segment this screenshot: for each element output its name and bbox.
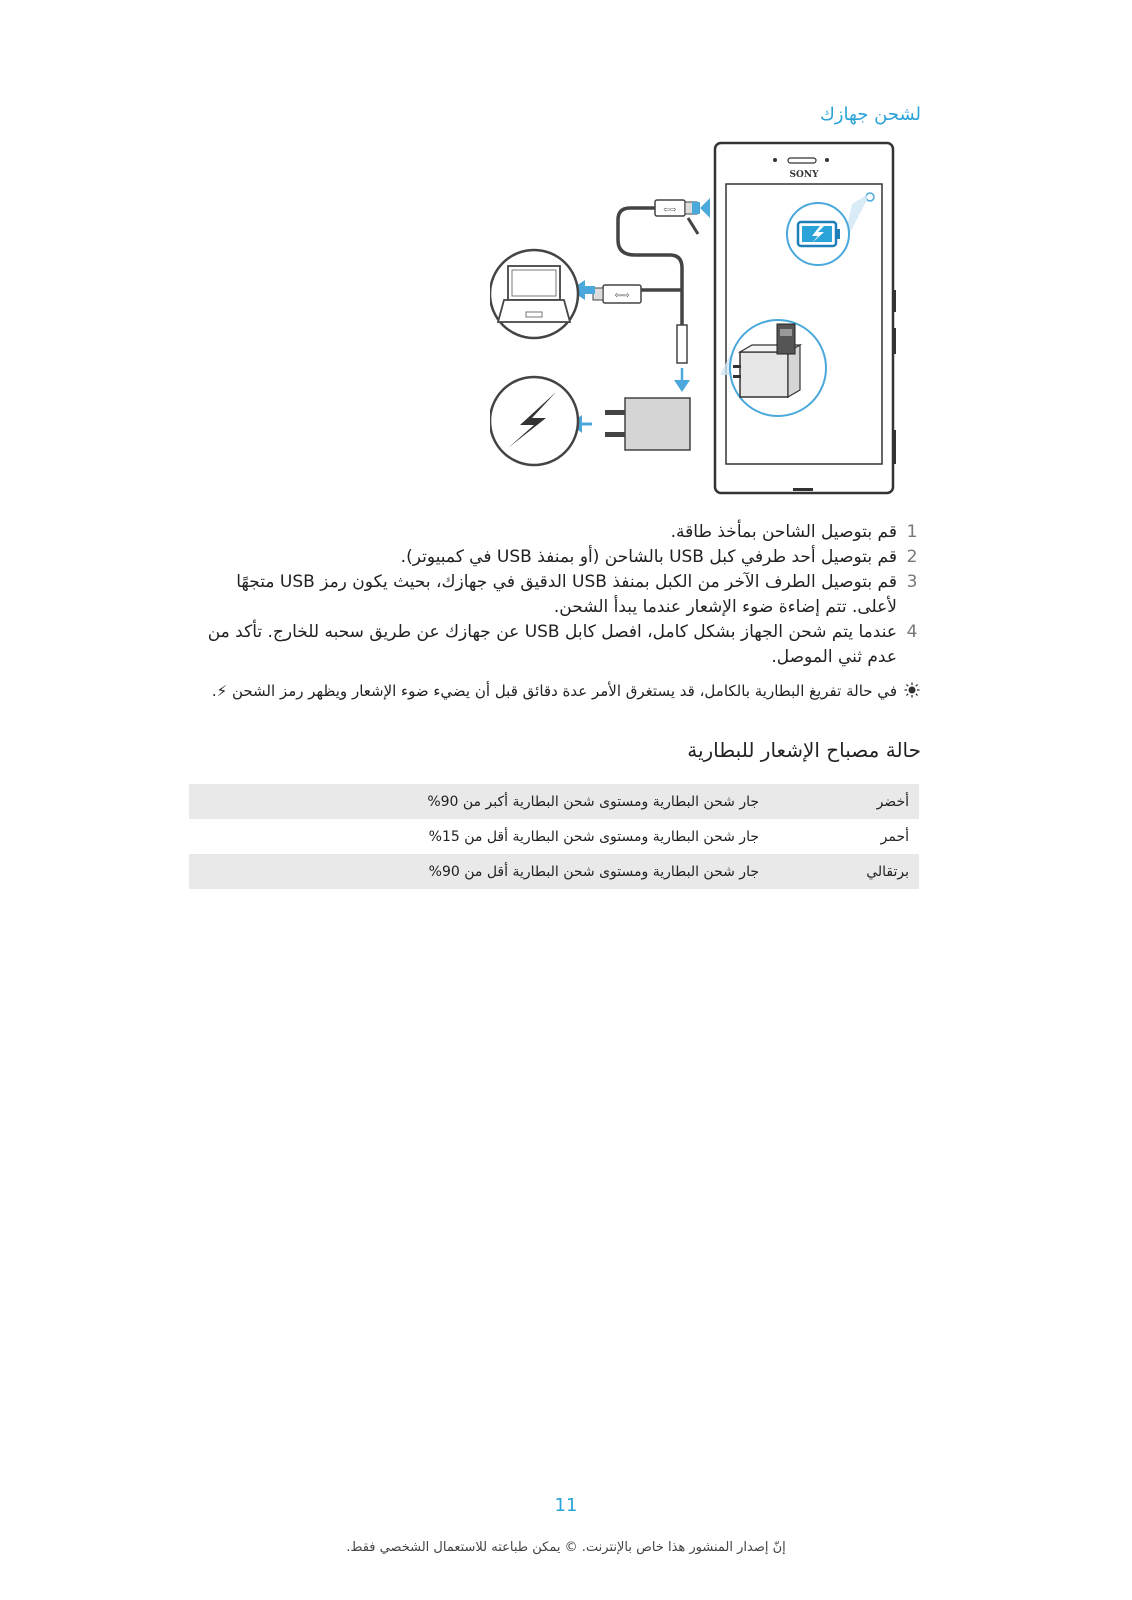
- battery-led-status-table: [189, 784, 919, 889]
- step-number: 2: [906, 547, 918, 567]
- lightbulb-icon: [897, 680, 927, 702]
- svg-text:⇦⇨: ⇦⇨: [614, 291, 630, 301]
- tip-note: [187, 680, 927, 702]
- step-item: [207, 570, 927, 620]
- page-number: 11: [554, 1495, 578, 1516]
- status-label: أخضر: [799, 784, 919, 819]
- wall-charger: [625, 398, 690, 450]
- step-number: 1: [906, 522, 918, 542]
- table-row: [189, 819, 919, 854]
- table-row: [189, 854, 919, 889]
- status-label: برتقالي: [799, 854, 919, 889]
- step-number: 4: [906, 622, 918, 642]
- tip-text: [212, 680, 897, 702]
- step-text: قم بتوصيل الشاحن بمأخذ طاقة.: [670, 522, 897, 542]
- charging-illustration: [490, 140, 910, 500]
- steps-list: [207, 520, 927, 670]
- step-text: قم بتوصيل الطرف الآخر من الكبل بمنفذ USB الدقيق في جهازك، بحيث يكون رمز USB متجهًا لأعلى. تتم إضاءة ضوء الإشعار عندما يبدأ الشحن.: [236, 572, 897, 617]
- status-label: أحمر: [880, 828, 909, 845]
- tip-period: .: [211, 682, 217, 700]
- status-description: جار شحن البطارية ومستوى شحن البطارية أكبر من 90%: [189, 784, 799, 819]
- table-row: [189, 784, 919, 819]
- footer-note: إنّ إصدار المنشور هذا خاص بالإنترنت. © يمكن طباعته للاستعمال الشخصي فقط.: [346, 1540, 786, 1555]
- section-title: لشحن جهازك: [819, 104, 921, 125]
- step-item: [207, 620, 927, 670]
- charging-bolt-icon: ⚡: [216, 682, 228, 700]
- step-item: [207, 545, 927, 570]
- svg-text:⇦⇨: ⇦⇨: [663, 205, 677, 214]
- status-description: جار شحن البطارية ومستوى شحن البطارية أقل من 15%: [428, 828, 759, 845]
- table-title: حالة مصباح الإشعار للبطارية: [687, 738, 921, 762]
- tip-body: في حالة تفريغ البطارية بالكامل، قد يستغرق الأمر عدة دقائق قبل أن يضيء ضوء الإشعار ويظهر رمز الشحن: [231, 682, 897, 700]
- phone-brand: SONY: [789, 170, 819, 180]
- step-item: [207, 520, 927, 545]
- step-text: عندما يتم شحن الجهاز بشكل كامل، افصل كابل USB عن جهازك عن طريق سحبه للخارج. تأكد من عدم ثني الموصل.: [207, 622, 897, 667]
- step-text: قم بتوصيل أحد طرفي كبل USB بالشاحن (أو بمنفذ USB في كمبيوتر).: [400, 547, 897, 567]
- status-description: جار شحن البطارية ومستوى شحن البطارية أقل من 90%: [189, 854, 799, 889]
- step-number: 3: [906, 572, 918, 592]
